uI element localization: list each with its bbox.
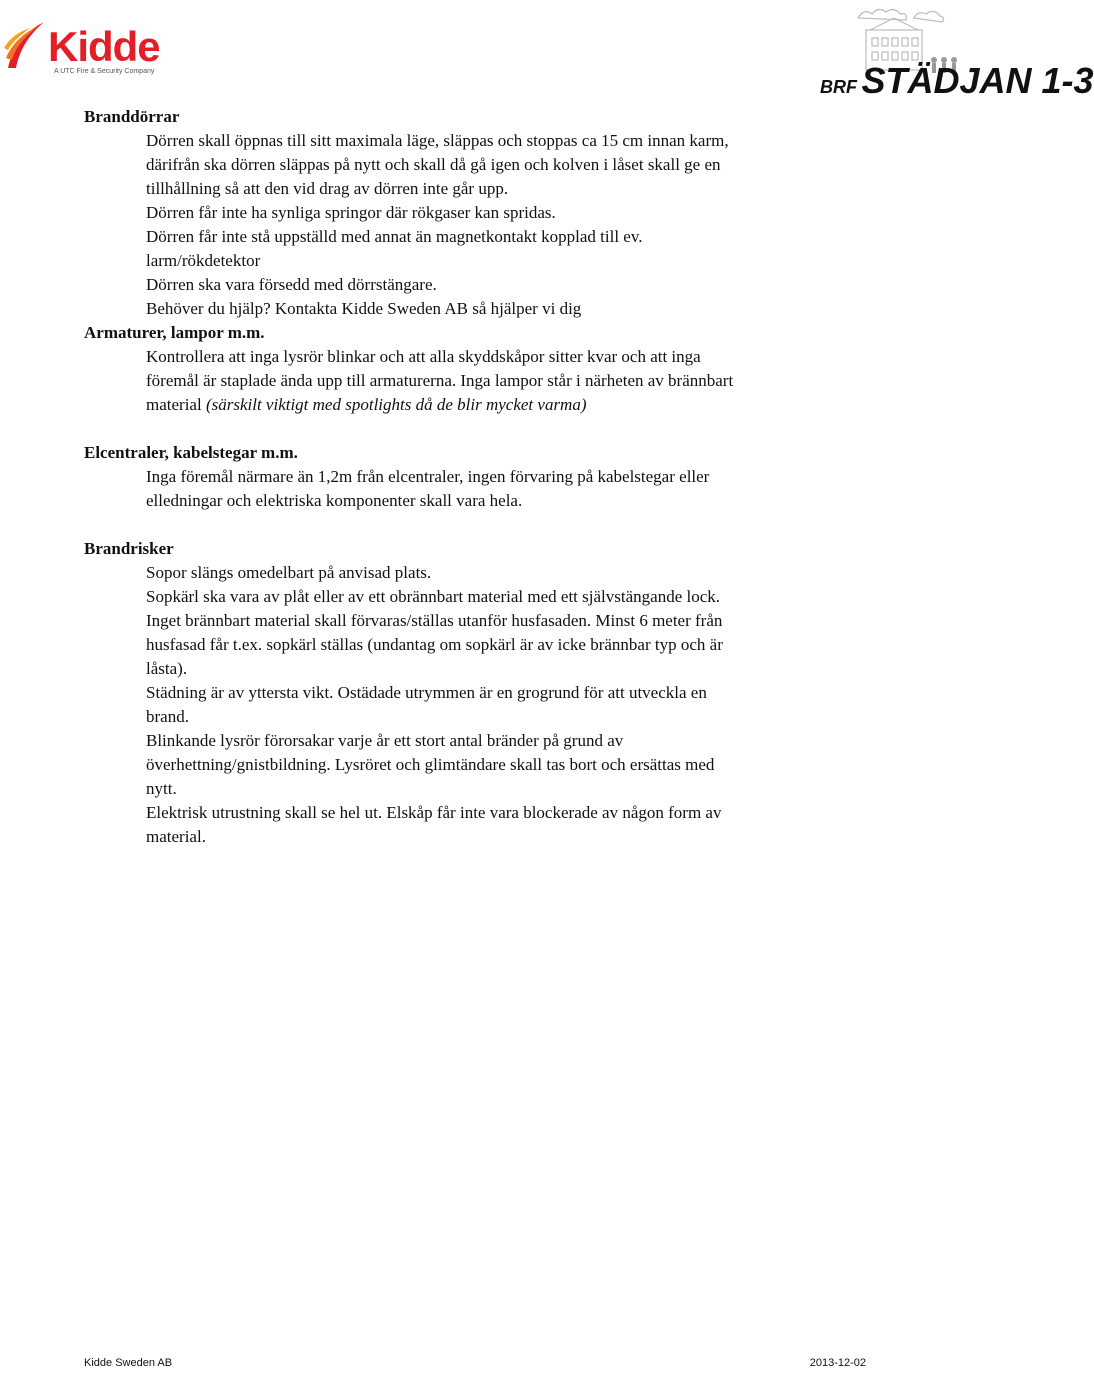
brandrisker-line: Elektrisk utrustning skall se hel ut. Elskåp får inte vara blockerade av någon form av: [146, 803, 722, 822]
armaturer-line: föremål är staplade ända upp till armaturerna. Inga lampor står i närheten av brännbart: [146, 371, 734, 390]
armaturer-last-line: [146, 393, 874, 417]
branddorrar-line: Dörren får inte ha synliga springor där rökgaser kan spridas.: [146, 203, 556, 222]
branddorrar-line: Dörren skall öppnas till sitt maximala läge, släppas och stoppas ca 15 cm innan karm,: [146, 131, 729, 150]
footer-company: Kidde Sweden AB: [84, 1357, 173, 1369]
brandrisker-line: material.: [146, 827, 206, 846]
kidde-logo: [4, 18, 160, 82]
elcentraler-line: elledningar och elektriska komponenter skall vara hela.: [146, 491, 523, 510]
branddorrar-line: Dörren ska vara försedd med dörrstängare.: [146, 275, 437, 294]
logo-wordmark: Kidde: [48, 23, 160, 70]
armaturer-line: Kontrollera att inga lysrör blinkar och att alla skyddskåpor sitter kvar och att inga: [146, 347, 701, 366]
heading-elcentraler: Elcentraler, kabelstegar m.m.: [84, 443, 298, 462]
armaturer-line-start: material: [146, 395, 206, 414]
branddorrar-line: därifrån ska dörren släppas på nytt och skall då gå igen och kolven i låset skall ge en: [146, 155, 721, 174]
brandrisker-line: Blinkande lysrör förorsakar varje år ett stort antal bränder på grund av: [146, 731, 624, 750]
branddorrar-line: Dörren får inte stå uppställd med annat än magnetkontakt kopplad till ev.: [146, 227, 643, 246]
heading-branddorrar: Branddörrar: [84, 107, 180, 126]
brandrisker-line: Inget brännbart material skall förvaras/ställas utanför husfasaden. Minst 6 meter från: [146, 611, 723, 630]
brandrisker-line: nytt.: [146, 779, 177, 798]
elcentraler-line: Inga föremål närmare än 1,2m från elcentraler, ingen förvaring på kabelstegar eller: [146, 467, 710, 486]
brandrisker-line: Sopor slängs omedelbart på anvisad plats.: [146, 563, 432, 582]
brf-small-label: BRF: [820, 77, 857, 97]
brandrisker-line: Städning är av yttersta vikt. Ostädade utrymmen är en grogrund för att utveckla en: [146, 683, 707, 702]
kidde-swoosh-icon: [4, 18, 48, 72]
brandrisker-line: överhettning/gnistbildning. Lysröret och glimtändare skall tas bort och ersättas med: [146, 755, 715, 774]
brandrisker-line: låsta).: [146, 659, 188, 678]
brf-logo: [810, 0, 1094, 108]
heading-brandrisker: Brandrisker: [84, 539, 174, 558]
logo-tagline: A UTC Fire & Security Company: [54, 68, 155, 75]
footer-date: 2013-12-02: [809, 1357, 866, 1369]
brandrisker-line: Sopkärl ska vara av plåt eller av ett obrännbart material med ett självstängande lock.: [146, 587, 721, 606]
branddorrar-line: larm/rökdetektor: [146, 251, 261, 270]
document-body: [84, 105, 874, 849]
brf-title: [820, 60, 1094, 102]
brf-big-label: STÄDJAN 1-3: [861, 60, 1094, 101]
branddorrar-line: Behöver du hjälp? Kontakta Kidde Sweden AB så hjälper vi dig: [146, 299, 582, 318]
armaturer-line-italic: (särskilt viktigt med spotlights då de blir mycket varma): [205, 395, 587, 414]
heading-armaturer: Armaturer, lampor m.m.: [84, 323, 265, 342]
brandrisker-line: husfasad får t.ex. sopkärl ställas (undantag om sopkärl är av icke brännbar typ och är: [146, 635, 723, 654]
page-footer: [84, 1357, 866, 1369]
brandrisker-line: brand.: [146, 707, 189, 726]
branddorrar-line: tillhållning så att den vid drag av dörren inte går upp.: [146, 179, 509, 198]
